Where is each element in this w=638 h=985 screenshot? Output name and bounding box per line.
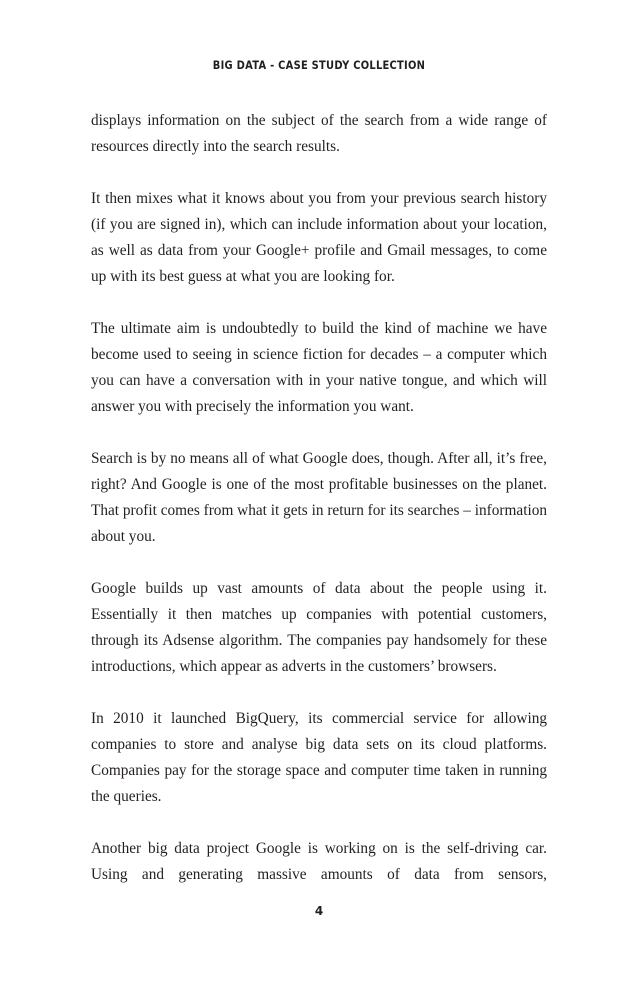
page-number: 4: [314, 904, 324, 918]
paragraph: The ultimate aim is undoubtedly to build the kind of machine we have become used to seeing in science fiction for decades – a computer which you can have a conversation with in your native tongue, and which will answer you with precisely the information you want.: [91, 320, 547, 415]
body-text: [91, 108, 547, 914]
paragraph: It then mixes what it knows about you from your previous search history (if you are signed in), which can include information about your location, as well as data from your Google+ profile and Gmail messages, to come up with its best guess at what you are looking for.: [91, 190, 547, 285]
paragraph: Google builds up vast amounts of data about the people using it. Essentially it then matches up companies with potential customers, through its Adsense algorithm. The companies pay handsomely for these introductions, which appear as adverts in the customers’ browsers.: [91, 580, 547, 675]
paragraph: Another big data project Google is working on is the self-driving car. Using and generating massive amounts of data from sensors,: [91, 840, 547, 883]
paragraph: In 2010 it launched BigQuery, its commercial service for allowing companies to store and analyse big data sets on its cloud platforms. Companies pay for the storage space and computer time taken in running the queries.: [91, 710, 547, 805]
paragraph: Search is by no means all of what Google does, though. After all, it’s free, right? And Google is one of the most profitable businesses on the planet. That profit comes from what it gets in return for its searches – information about you.: [91, 450, 547, 545]
running-header: BIG DATA - CASE STUDY COLLECTION: [212, 58, 426, 72]
paragraph: displays information on the subject of the search from a wide range of resources directly into the search results.: [91, 112, 547, 155]
